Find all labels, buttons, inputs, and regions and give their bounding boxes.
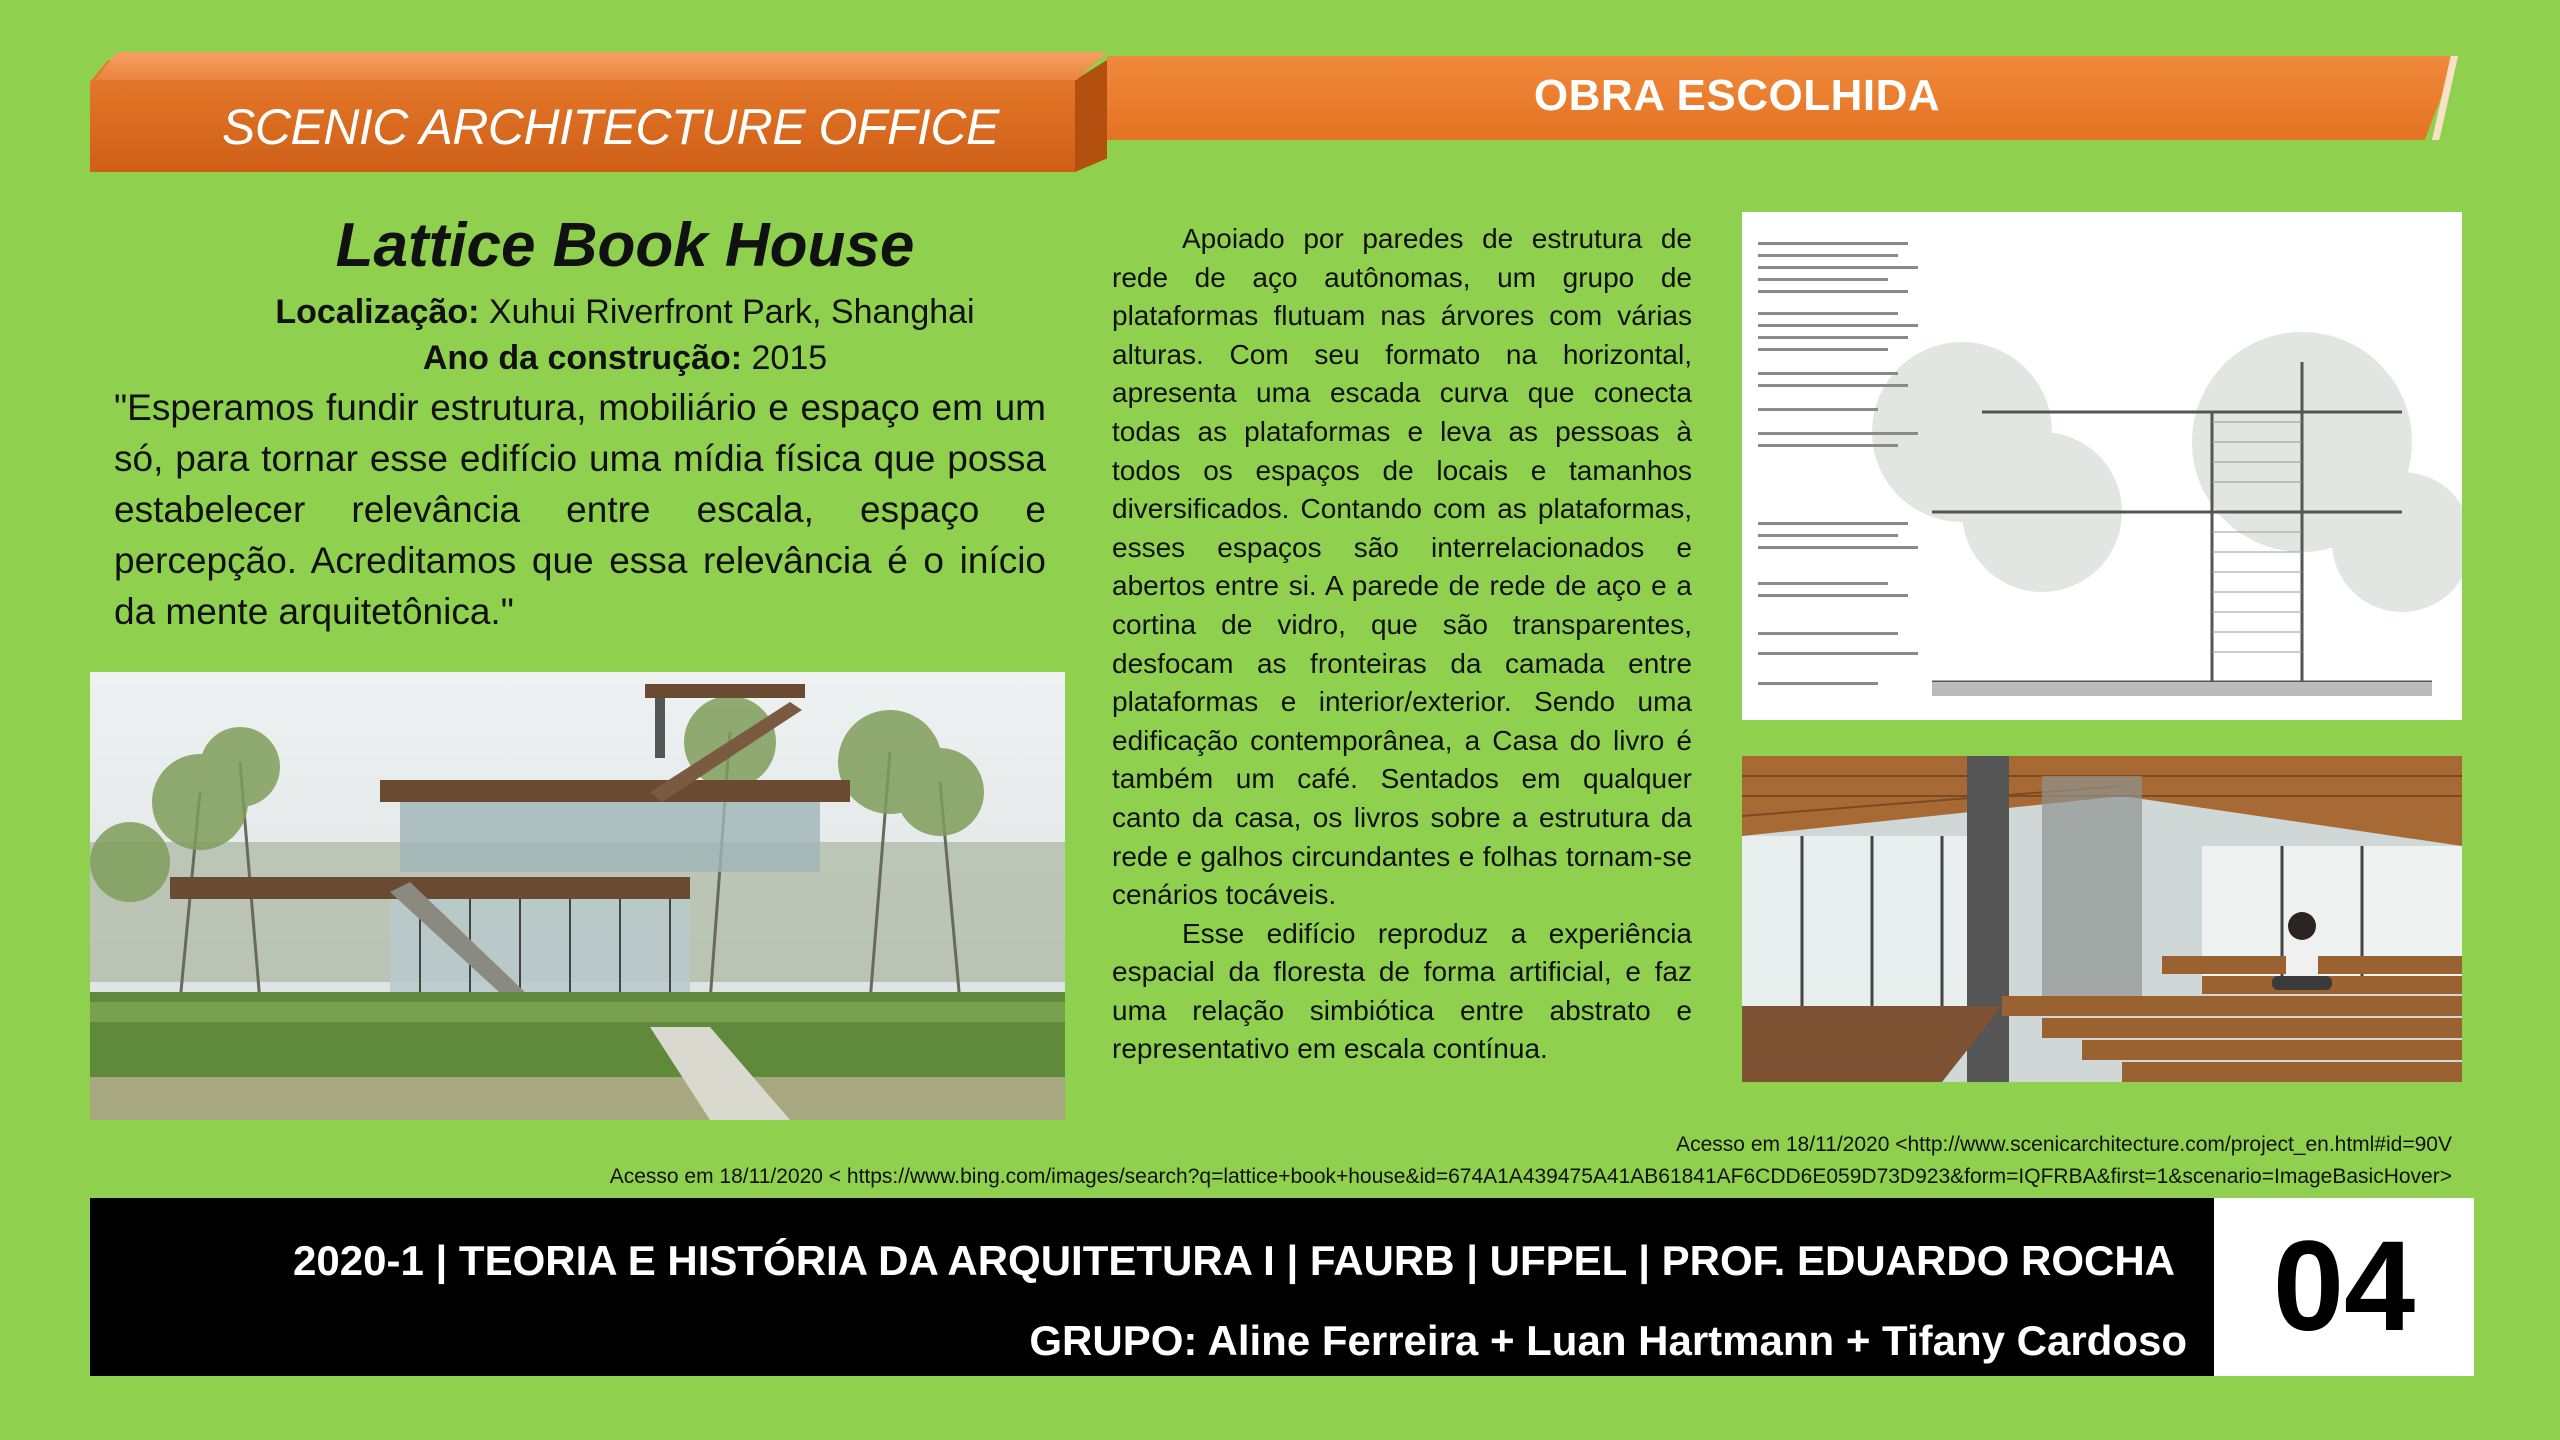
source-line-1: Acesso em 18/11/2020 <http://www.scenicarchitecture.com/project_en.html#id=90V <box>1676 1133 2452 1156</box>
description-paragraph-2: Esse edifício reproduz a experiência espacial da floresta de forma artificial, e faz uma relação simbiótica entre abstrato e representativo em escala contínua. <box>1112 917 1692 1065</box>
year-value: 2015 <box>742 339 828 377</box>
exterior-photo <box>90 672 1065 1120</box>
interior-photo <box>1742 756 2462 1082</box>
source-line-2: Acesso em 18/11/2020 < https://www.bing.com/images/search?q=lattice+book+house&id=674A1A439475A41AB61841AF6CDD6E059D73D923&form=IQFRBA&first=1&scenario=ImageBasicHover> <box>609 1165 2452 1188</box>
office-title: SCENIC ARCHITECTURE OFFICE <box>222 99 999 155</box>
location-label: Localização: <box>275 293 480 331</box>
course-info: 2020-1 | TEORIA E HISTÓRIA DA ARQUITETURA I | FAURB | UFPEL | PROF. EDUARDO ROCHA <box>293 1237 2175 1284</box>
work-title: Lattice Book House <box>335 211 915 280</box>
location-value: Xuhui Riverfront Park, Shanghai <box>479 293 975 331</box>
page-number: 04 <box>2214 1198 2474 1376</box>
architect-quote: "Esperamos fundir estrutura, mobiliário e espaço em um só, para tornar esse edifício uma mídia física que possa estabelecer relevância entre escala, espaço e percepção. Acreditamos que essa relevância é o início da mente arquitetônica." <box>114 387 1046 632</box>
section-drawing <box>1742 212 2462 720</box>
year-line <box>100 336 1150 380</box>
location-line <box>100 290 1150 334</box>
group-members: GRUPO: Aline Ferreira + Luan Hartmann + Tifany Cardoso <box>1029 1317 2187 1364</box>
section-title: OBRA ESCOLHIDA <box>1533 71 1941 120</box>
year-label: Ano da construção: <box>422 339 743 377</box>
footer-bar <box>90 1198 2214 1376</box>
description-paragraph-1: Apoiado por paredes de estrutura de rede de aço autônomas, um grupo de plataformas flutuam nas árvores com várias alturas. Com seu formato na horizontal, apresenta uma escada curva que conecta todas as plataformas e leva as pessoas à todos os espaços de locais e tamanhos diversificados. Contando com as plataformas, esses espaços são interrelacionados e abertos entre si. A parede de rede de aço e a cortina de vidro, que são transparentes, desfocam as fronteiras da camada entre plataformas e interior/exterior. Sendo uma edificação contemporânea, a Casa do livro é também um café. Sentados em qualquer canto da casa, os livros sobre a estrutura da rede e galhos circundantes e folhas tornam-se cenários tocáveis. <box>1112 223 1692 911</box>
description-text <box>1112 220 1692 1069</box>
office-ribbon-bevel <box>95 52 1107 80</box>
